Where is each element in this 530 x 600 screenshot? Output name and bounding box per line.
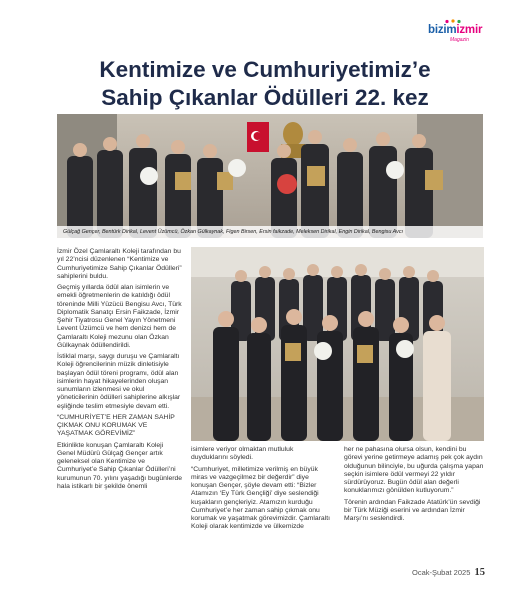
col1-paragraph-2: Geçmiş yıllarda ödül alan isimlerin ve emekli öğretmenlerin de katıldığı ödül töreninde Milli Yüzücü Bengisu Avcı, Türk Diplomatik Sanatçı Ersin Faikzade, İzmir Şehir Tiyatrosu Genel Yayın Yönetmeni Levent Üzümcü ve hem denizci hem de Çamlaraltı Koleji mezunu olan Özkan Gülkaynak ödüllendirildi.: [57, 284, 182, 349]
page-number: 15: [474, 567, 485, 578]
col2-paragraph-2: “Cumhuriyet, milletimize verilmiş en büyük miras ve vazgeçilmez bir değerdir” diye konuşan Gençer, şöyle devam etti: “Bizler Atamızın ‘Ey Türk Gençliği’ diye seslendiği kuşakların gençleriyiz. Atamızın kurduğu Cumhuriyet’e her zaman sahip çıkmak onu korumak ve yaşatmak görevimizdir. Çamlaraltı Koleji olarak kentimizde ve ülkemizde: [191, 465, 331, 531]
headline-line-2: Sahip Çıkanlar Ödülleri 22. kez: [101, 85, 429, 110]
page-footer: [412, 567, 485, 578]
col1-paragraph-1: İzmir Özel Çamlaraltı Koleji tarafından bu yıl 22’ncisi düzenlenen “Kentimize ve Cumhuriyetimize Sahip Çıkanlar Ödülleri” sahiplerini buldu.: [57, 248, 182, 280]
headline-line-1: Kentimize ve Cumhuriyetimiz’e: [99, 57, 431, 82]
col2-paragraph-1: isimlere veriyor olmaktan mutluluk duyduklarını söyledi.: [191, 446, 294, 462]
col1-paragraph-4: Etkinlikte konuşan Çamlaraltı Koleji Genel Müdürü Gülçağ Gençer artık geleneksel olan Kentimize ve Cumhuriyet’e Sahip Çıkanlar Ödülleri’ni kurumunun 70. yılını yaşadığı bugünlerde hala istikarlı bir şekilde önemli: [57, 441, 183, 490]
magazine-logo: [428, 20, 498, 50]
col3-paragraph-1: her ne pahasına olursa olsun, kendini bu görevi yerine getirmeye adamış pek çok aydın olduğunun bilinciyle, bu uğurda çalışma yapan seçkin isimlere ödül vermeyi 22 yıldır sürdürüyoruz. Bugün ödül alan değerli konuklarımızı gönülden kutluyorum.”: [344, 446, 484, 495]
article-column-2: [191, 446, 332, 568]
col1-subheading: “CUMHURİYET’E HER ZAMAN SAHİP ÇIKMAK ONU KORUMAK VE YAŞATMAK GÖREVİMİZ”: [57, 413, 175, 438]
group-photo-award-winners: [57, 114, 483, 238]
issue-date: Ocak-Şubat 2025: [412, 568, 471, 577]
article-column-3: [344, 446, 484, 566]
group-photo-students: [191, 247, 484, 441]
article-column-1: [57, 248, 183, 566]
logo-text-b: izmir: [456, 24, 483, 36]
article-headline: [0, 56, 530, 112]
logo-subtitle: Magazin: [450, 37, 469, 43]
photo-caption: Gülçağ Gençer, Bentürk Dirikal, Levent Üzümcü, Özkan Gülkaynak, Figen Birsen, Ersin faikzade, Meleksen Dirikal, Engin Dirikal, Bengisu Avcı: [57, 226, 483, 238]
logo-wordmark: [428, 24, 482, 36]
col1-paragraph-3: İstiklal marşı, saygı duruşu ve Çamlaraltı Koleji öğrencilerinin müzik dinletisiyle başlayan ödül töreni programı, ödül alan isimlerin hayat hikayelerinden oluşan sunumların izlenmesi ve okul yöneticilerinin ödülleri sahiplerine alkışlar eşliğinde teslim etmesiyle devam etti.: [57, 353, 181, 410]
col3-paragraph-2: Törenin ardından Faikzade Atatürk’ün sevdiği bir Türk Müziği eserini ve ardından İzmir Marşı’nı seslendirdi.: [344, 498, 481, 522]
logo-text-a: bizim: [428, 24, 457, 36]
logo-dots-icon: [444, 19, 464, 24]
